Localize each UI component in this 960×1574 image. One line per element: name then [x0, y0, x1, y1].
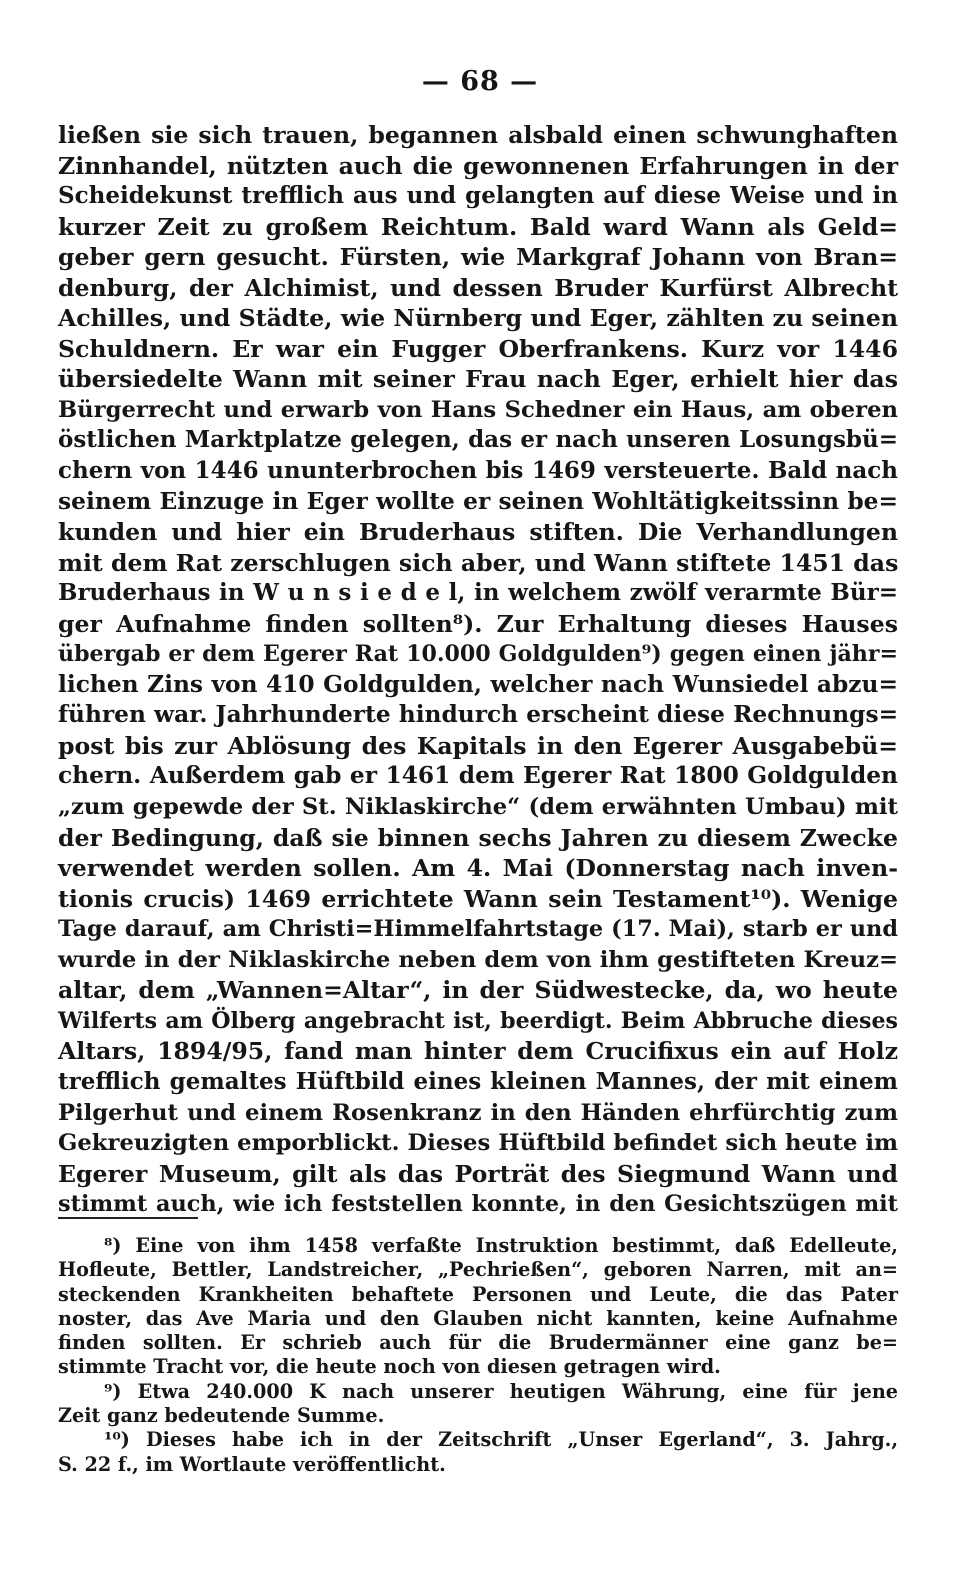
body-line: Egerer Museum, gilt als das Porträt des Siegmund Wann und [58, 1159, 898, 1188]
footnote-line: ⁹) Etwa 240.000 K nach unserer heutigen Währung, eine für jene [104, 1379, 898, 1403]
body-line: Scheidekunst trefflich aus und gelangten auf diese Weise und in [58, 182, 898, 210]
body-line: Zinnhandel, nützten auch die gewonnenen Erfahrungen in der [58, 151, 898, 180]
body-line: Tage darauf, am Christi=Himmelfahrtstage (17. Mai), starb er und [58, 916, 898, 943]
body-line: kunden und hier ein Bruderhaus stiften. Die Verhandlungen [58, 518, 898, 547]
body-line: übersiedelte Wann mit seiner Frau nach Eger, erhielt hier das [58, 365, 898, 394]
footnote-line: Zeit ganz bedeutende Summe. [58, 1404, 385, 1428]
page-number: — 68 — [421, 66, 539, 97]
body-line: Bürgerrecht und erwarb von Hans Schedner ein Haus, am oberen [58, 396, 898, 423]
body-line: seinem Einzuge in Eger wollte er seinen Wohltätigkeitssinn be= [58, 487, 898, 515]
body-line: Altars, 1894/95, fand man hinter dem Crucifixus ein auf Holz [58, 1037, 898, 1066]
body-line: wurde in der Niklaskirche neben dem von ihm gestifteten Kreuz= [58, 946, 898, 973]
body-line: chern von 1446 ununterbrochen bis 1469 versteuerte. Bald nach [58, 457, 898, 485]
body-line: geber gern gesucht. Fürsten, wie Markgraf Johann von Bran= [58, 243, 898, 272]
body-line: Bruderhaus in W u n s i e d e l, in welchem zwölf verarmte Bür= [58, 579, 898, 607]
body-line: Pilgerhut und einem Rosenkranz in den Händen ehrfürchtig zum [58, 1099, 898, 1126]
body-line: übergab er dem Egerer Rat 10.000 Goldgulden⁹) gegen einen jähr= [58, 641, 898, 668]
footnote-line: Hofleute, Bettler, Landstreicher, „Pechrießen“, geboren Narren, mit an= [58, 1258, 898, 1282]
footnotes [58, 1234, 898, 1477]
footnote-line: stimmte Tracht vor, die heute noch von diesen getragen wird. [58, 1355, 721, 1379]
footnote-line: ¹⁰) Dieses habe ich in der Zeitschrift „Unser Egerland“, 3. Jahrg., [104, 1428, 898, 1452]
body-line: ger Aufnahme finden sollten⁸). Zur Erhaltung dieses Hauses [58, 609, 898, 638]
footnote-line: finden sollten. Er schrieb auch für die Brudermänner eine ganz be= [58, 1331, 898, 1355]
body-line: der Bedingung, daß sie binnen sechs Jahren zu diesem Zwecke [58, 823, 898, 852]
footnote-line: noster, das Ave Maria und den Glauben nicht kannten, keine Aufnahme [58, 1306, 898, 1330]
body-line: Wilferts am Ölberg angebracht ist, beerdigt. Beim Abbruche dieses [58, 1007, 898, 1034]
body-line: chern. Außerdem gab er 1461 dem Egerer Rat 1800 Goldgulden [58, 762, 898, 790]
body-line: tionis crucis) 1469 errichtete Wann sein Testament¹⁰). Wenige [58, 884, 898, 913]
body-line: kurzer Zeit zu großem Reichtum. Bald ward Wann als Geld= [58, 212, 898, 241]
body-line: verwendet werden sollen. Am 4. Mai (Donnerstag nach inven- [58, 854, 898, 883]
body-line: post bis zur Ablösung des Kapitals in den Egerer Ausgabebü= [58, 731, 898, 760]
body-line: führen war. Jahrhunderte hindurch erscheint diese Rechnungs= [58, 701, 899, 729]
body-text [58, 120, 898, 1220]
body-line: Achilles, und Städte, wie Nürnberg und Eger, zählten zu seinen [58, 304, 898, 333]
body-line: Gekreuzigten emporblickt. Dieses Hüftbild befindet sich heute im [58, 1130, 898, 1157]
body-line: ließen sie sich trauen, begannen alsbald einen schwunghaften [58, 121, 898, 149]
body-line: trefflich gemaltes Hüftbild eines kleinen Mannes, der mit einem [58, 1067, 898, 1095]
body-line: altar, dem „Wannen=Altar“, in der Südwestecke, da, wo heute [58, 976, 898, 1005]
body-line: Schuldnern. Er war ein Fugger Oberfrankens. Kurz vor 1446 [58, 334, 898, 363]
body-line: denburg, der Alchimist, und dessen Bruder Kurfürst Albrecht [58, 273, 898, 302]
footnote-line: S. 22 f., im Wortlaute veröffentlicht. [58, 1452, 446, 1476]
body-line: östlichen Marktplatze gelegen, das er nach unseren Losungsbü= [58, 426, 898, 454]
body-line: lichen Zins von 410 Goldgulden, welcher nach Wunsiedel abzu= [58, 670, 898, 698]
footnote-divider [58, 1217, 198, 1219]
footnote-line: steckenden Krankheiten behaftete Personen und Leute, die das Pater [58, 1282, 898, 1306]
body-line: „zum gepewde der St. Niklaskirche“ (dem erwähnten Umbau) mit [58, 794, 898, 821]
body-line: stimmt auch, wie ich feststellen konnte, in den Gesichtszügen mit [58, 1191, 898, 1218]
body-line: mit dem Rat zerschlugen sich aber, und Wann stiftete 1451 das [58, 548, 899, 577]
footnote-line: ⁸) Eine von ihm 1458 verfaßte Instruktion bestimmt, daß Edelleute, [104, 1234, 898, 1257]
